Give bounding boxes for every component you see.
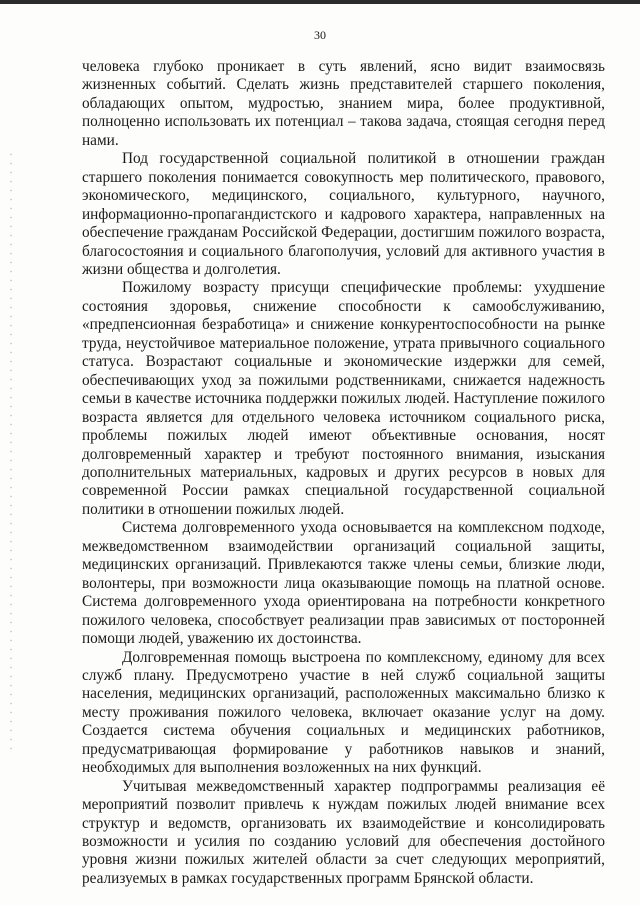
paragraph-social-policy-definition: Под государственной социальной политикой в отношении граждан старшего поколения понимается совокупность мер политического, правового, экономического, медицинского, социального, культурного, научного, информационно-пропагандистского и кадрового характера, направленных на обеспечение гражданам Российской Федерации, достигшим пожилого возраста, благосостояния и социального благополучия, условий для активного участия в жизни общества и долголетия. [82,150,605,278]
page-number: 30 [314,28,326,42]
scan-margin-artifact [10,150,12,750]
paragraph-elderly-problems: Пожилому возрасту присущи специфические проблемы: ухудшение состояния здоровья, снижение способности к самообслуживанию, «предпенсионная безработица» и снижение конкурентоспособности на рынке труда, неустойчивое материальное положение, утрата привычного социального статуса. Возрастают социальные и экономические издержки для семей, обеспечивающих уход за пожилыми родственниками, снижается надежность семьи в качестве источника поддержки пожилых людей. Наступление пожилого возраста является для отдельного человека источником социального риска, проблемы пожилых людей имеют объективные основания, носят долговременный характер и требуют постоянного внимания, изыскания дополнительных материальных, кадровых и других ресурсов в новых для современной России рамках специальной государственной социальной политики в отношении пожилых людей. [82,279,605,518]
body-text [82,58,605,888]
paragraph-long-term-assistance: Долговременная помощь выстроена по комплексному, единому для всех служб плану. Предусмотрено участие в ней служб социальной защиты населения, медицинских организаций, расположенных максимально близко к месту проживания пожилого человека, включает оказание услуг на дому. Создается система обучения социальных и медицинских работников, предусматривающая формирование у работников навыков и знаний, необходимых для выполнения возложенных на них функций. [82,648,605,777]
paragraph-long-term-care-system: Система долговременного ухода основывается на комплексном подходе, межведомственном взаимодействии организаций социальной защиты, медицинских организаций. Привлекаются также члены семьи, близкие люди, волонтеры, при возможности лица оказывающие помощь на платной основе. Система долговременного ухода ориентирована на потребности конкретного пожилого человека, способствует реализации прав зависимых от посторонней помощи людей, уважению их достоинства. [82,519,605,648]
paragraph-interdepartmental-program: Учитывая межведомственный характер подпрограммы реализация её мероприятий позволит привлечь к нуждам пожилых людей внимание всех структур и ведомств, организовать их взаимодействие и консолидировать возможности и усилия по созданию условий для обеспечения достойного уровня жизни пожилых жителей области за счет следующих мероприятий, реализуемых в рамках государственных программ Брянской области. [82,777,605,887]
scan-top-edge [0,0,640,4]
paragraph-continuation: человека глубоко проникает в суть явлений, ясно видит взаимосвязь жизненных событий. Сделать жизнь представителей старшего поколения, обладающих опытом, мудростью, знанием мира, более продуктивной, полноценно использовать их потенциал – такова задача, стоящая сегодня перед нами. [82,58,605,149]
